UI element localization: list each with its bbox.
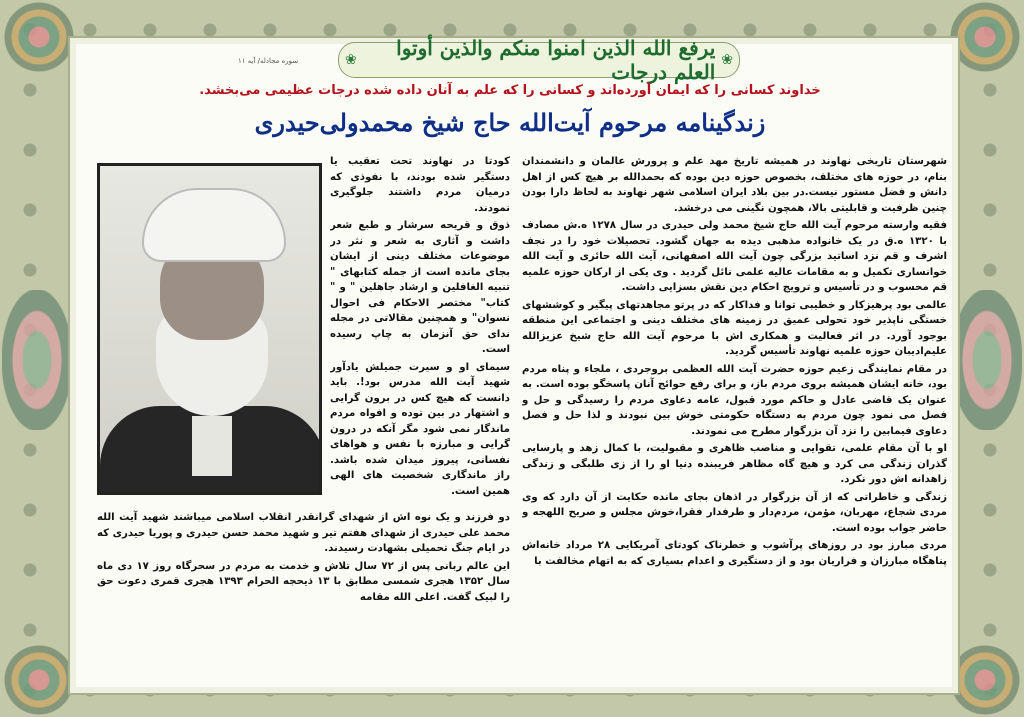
side-ornament-left [2, 290, 72, 430]
biography-column-left [330, 154, 510, 514]
paragraph: شهرستان تاریخی نهاوند در همیشه تاریخ مهد علم و پرورش عالمان و دانشمندان بنام، در حوزه های مختلف، بخصوص حوزه دین بوده که بحمدالله بر هیچ کس از اهل دانش و فضل مستور نیست.در بین بلاد ایران اسلامی شهر نهاوند به لحاظ دارا بودن چنین ظرفیت و قابلیتی بالا، همچون نگینی می درخشد. [522, 156, 947, 214]
side-ornament-right [952, 290, 1022, 430]
paragraph: این عالم ربانی پس از ۷۲ سال تلاش و خدمت به مردم در سحرگاه روز ۱۷ دی ماه سال ۱۳۵۲ هجری شمسی مطابق با ۱۳ ذیحجه الحرام ۱۳۹۳ هجری قمری دعوت حق را لبیک گفت. اعلی الله مقامه [97, 560, 510, 603]
paragraph: در مقام نمایندگی زعیم حوزه حضرت آیت الله العظمی بروجردی ، ملجاء و پناه مردم بود، خانه ایشان همیشه بروی مردم باز، و برای رفع حوائج آنان پاسخگو بوده است. به عنوان یک قاضی عادل و حاکم مورد قبول، عامه دعاوی مردم را رسیدگی و حل و فصل می نمود چون مردم به دستگاه حکومتی خوش بین نبودند و لذا حل و فصل دعاوی فیمابین را نزد آن بزرگوار مطرح می نمودند. [522, 363, 947, 437]
flourish-icon: ❀ [345, 52, 357, 68]
corner-ornament-top-right [950, 2, 1020, 72]
paragraph: زندگی و خاطراتی که از آن بزرگوار در اذهان بجای مانده حکایت از آن دارد که وی مردی شجاع، مهربان، مؤمن، مردم‌دار و طرفدار فقرا،خوش مجلس و صریح اللهجه و حاضر جواب بوده است. [522, 491, 947, 534]
verse-translation: خداوند کسانی را که ایمان آورده‌اند و کسانی را که علم به آنان داده شده درجات عظیمی می‌بخشد. [199, 83, 821, 98]
paragraph: دو فرزند و یک نوه اش از شهدای گرانقدر انقلاب اسلامی میباشند شهید آیت الله محمد علی حیدری از شهدای هفتم تیر و شهید محمد حسن حیدری و پوریا حیدری که در ایام جنگ تحمیلی بشهادت رسیدند. [97, 512, 510, 554]
corner-ornament-bottom-right [950, 645, 1020, 715]
quran-verse: یرفع الله الذین امنوا منکم والذین أوتوا العلم درجات [396, 36, 716, 84]
paragraph: عالمی بود پرهیزکار و خطیبی توانا و فداکار که در پرتو مجاهدتهای پیگیر و کوششهای خستگی ناپذیر خود تحولی عمیق در زمینه های مختلف دینی و اجتماعی این منطقه بوجود آورد. در اثر فعالیت و همکاری اش با مرحوم آیت الله حاج شیخ عزیزالله علیم‌ادیبان حوزه علمیه نهاوند تأسیس گردید. [522, 299, 947, 357]
paragraph: سیمای او و سیرت جمیلش یادآور شهید آیت الله مدرس بود!. باید دانست که هیچ کس در برون گرایی و اشتهار در بین توده و افواه مردم ماندگار نمی شود مگر آنکه در درون گرایی و مبارزه با نفس و هواهای نفسانی، پیروز میدان شده باشد. راز ماندگاری شخصیت های الهی همین است. [330, 361, 510, 497]
biography-column-right [522, 154, 947, 649]
corner-ornament-bottom-left [4, 645, 74, 715]
paragraph: فقیه وارسته مرحوم آیت الله حاج شیخ محمد ولی حیدری در سال ۱۲۷۸ ه.ش مصادف با ۱۳۲۰ ه.ق در یک خانواده مذهبی دیده به جهان گشود. تحصیلات خود را در نجف اشرف و قم نزد اساتید بزرگی چون آیت الله اصفهانی، آیت الله حائری و آیت الله خوانساری تکمیل و به مقامات عالیه علمی نائل گردید . وی یکی از ارکان حوزه علمیه قم محسوب و در تأسیس و ترویج احکام دین نقش بسزایی داشت. [522, 220, 947, 293]
portrait-photo [97, 163, 322, 495]
paragraph: مردی مبارز بود در روزهای پرآشوب و خطرناک کودتای آمریکایی ۲۸ مرداد خانه‌اش پناهگاه مبارزان و فراریان بود و از دستگیری و اعدام بسیاری که به اتهام مخالفت با [522, 540, 947, 567]
verse-reference: سوره مجادله/ آیه ۱۱ [238, 57, 299, 65]
paragraph: ذوق و قریحه سرشار و طبع شعر داشت و آثاری به شعر و نثر در موضوعات مختلف دینی از ایشان بجای مانده است از جمله کتابهای " تنبیه الغافلین و ارشاد جاهلین " و " کتاب" مختصر الاحکام فی احوال نسوان" و همچنین مقالاتی در مجله ندای حق آنزمان به چاپ رسیده است. [330, 220, 510, 355]
biography-column-bottom [97, 510, 510, 630]
corner-ornament-top-left [4, 2, 74, 72]
paragraph: او با آن مقام علمی، تقوایی و مناصب ظاهری و مقبولیت، با کمال زهد و پارسایی گذران زندگی می کرد و هیچ گاه مظاهر فریبنده دنیا او را از زی طلبگی و زندگی زاهدانه اش دور نکرد. [522, 443, 947, 485]
paragraph: کودتا در نهاوند تحت تعقیب یا دستگیر شده بودند، با نفوذی که درمیان مردم داشتند جلوگیری نمودند. [330, 156, 510, 214]
verse-banner [338, 36, 740, 84]
flourish-icon: ❀ [721, 52, 733, 68]
page-title: زندگینامه مرحوم آیت‌الله حاج شیخ محمدولی‌حیدری [254, 108, 766, 137]
